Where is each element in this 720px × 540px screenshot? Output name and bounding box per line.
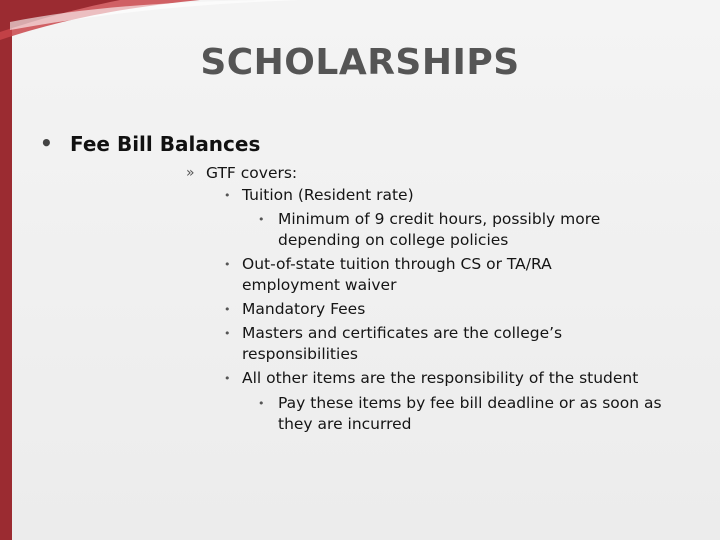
bullet-text: Mandatory Fees bbox=[242, 300, 366, 318]
bullet-text: Fee Bill Balances bbox=[70, 132, 261, 156]
bullet-dot-icon: • bbox=[224, 372, 231, 385]
bullet-dot-icon: • bbox=[224, 189, 231, 202]
double-chevron-icon: » bbox=[186, 165, 195, 181]
bullet-dot-icon: • bbox=[224, 258, 231, 271]
bullet-text: Tuition (Resident rate) bbox=[242, 186, 414, 204]
bullet-text-line-1: Minimum of 9 credit hours, possibly more bbox=[278, 210, 601, 228]
bullet-text: All other items are the responsibility of the student bbox=[242, 369, 639, 387]
bullet-text-line-1: Pay these items by fee bill deadline or as soon as bbox=[278, 394, 662, 412]
bullet-text-line-2: depending on college policies bbox=[278, 231, 509, 249]
bullet-text-line-1: Masters and certificates are the college’s bbox=[242, 324, 563, 342]
bullet-text: GTF covers: bbox=[206, 164, 298, 182]
bullet-dot-icon: • bbox=[258, 213, 265, 226]
slide-title: SCHOLARSHIPS bbox=[200, 42, 520, 83]
bullet-dot-icon: • bbox=[258, 397, 265, 410]
bullet-text-line-2: employment waiver bbox=[242, 276, 397, 294]
bullet-text-line-1: Out-of-state tuition through CS or TA/RA bbox=[242, 255, 552, 273]
bullet-dot-icon: • bbox=[224, 327, 231, 340]
bullet-dot-icon: • bbox=[40, 131, 53, 155]
bullet-dot-icon: • bbox=[224, 303, 231, 316]
bullet-text-line-2: responsibilities bbox=[242, 345, 358, 363]
bullet-text-line-2: they are incurred bbox=[278, 415, 412, 433]
